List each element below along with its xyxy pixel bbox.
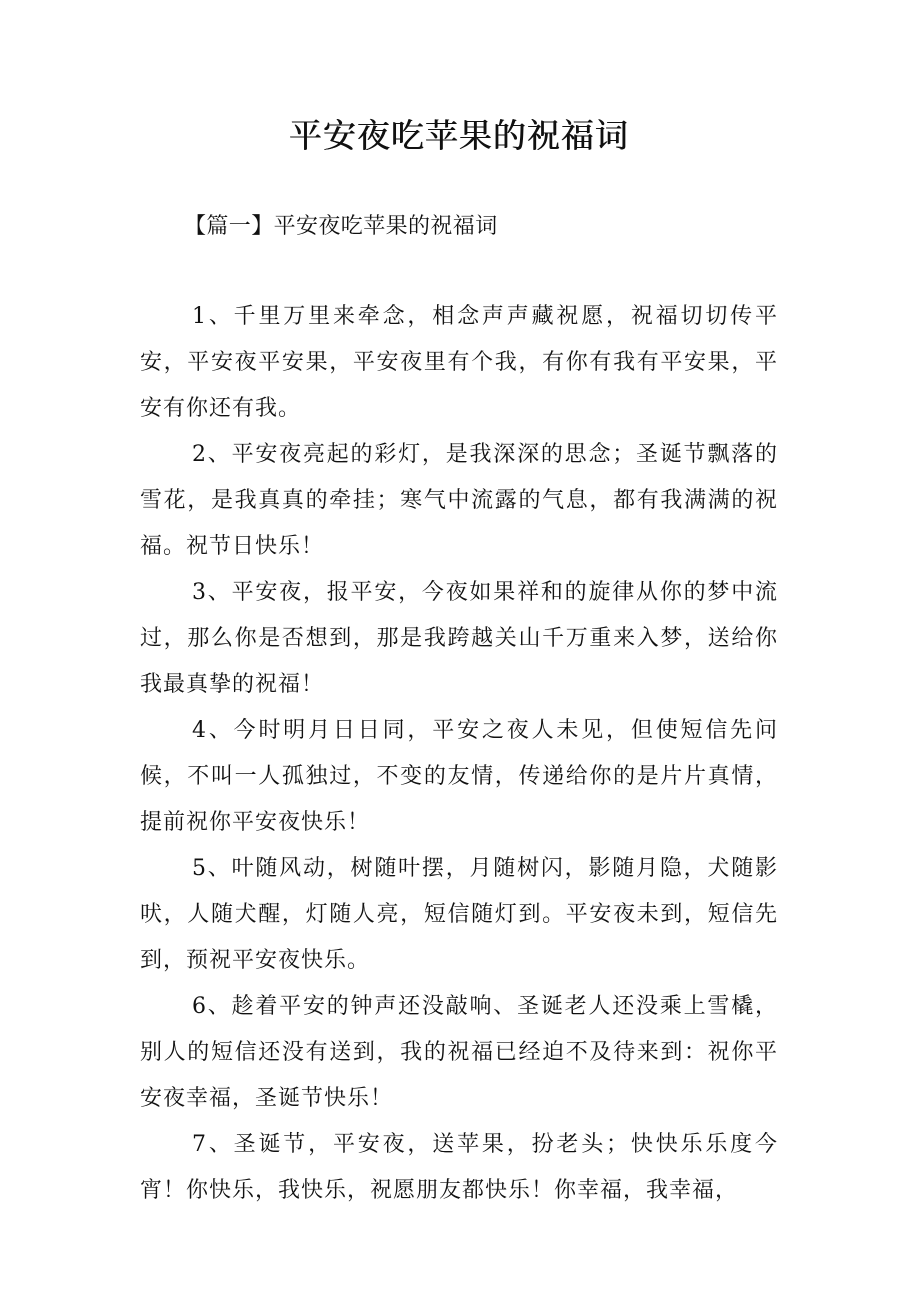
paragraph-2: 2、平安夜亮起的彩灯，是我深深的思念；圣诞节飘落的雪花，是我真真的牵挂；寒气中流露的气息，都有我满满的祝福。祝节日快乐！ [140,442,778,559]
paragraph-3: 3、平安夜，报平安，今夜如果祥和的旋律从你的梦中流过，那么你是否想到，那是我跨越关山千万重来入梦，送给你我最真挚的祝福！ [140,580,778,697]
paragraph-5: 5、叶随风动，树随叶摆，月随树闪，影随月隐，犬随影吠，人随犬醒，灯随人亮，短信随灯到。平安夜未到，短信先到，预祝平安夜快乐。 [140,856,778,973]
section-heading: 【篇一】平安夜吃苹果的祝福词 [184,214,498,239]
paragraph-7: 7、圣诞节，平安夜，送苹果，扮老头；快快乐乐度今宵！你快乐，我快乐，祝愿朋友都快乐！你幸福，我幸福， [140,1132,778,1203]
paragraph-list [140,294,778,1214]
paragraph-4: 4、今时明月日日同，平安之夜人未见，但使短信先问候，不叫一人孤独过，不变的友情，传递给你的是片片真情，提前祝你平安夜快乐！ [140,718,778,835]
document-title: 平安夜吃苹果的祝福词 [289,116,629,155]
paragraph-1: 1、千里万里来牵念，相念声声藏祝愿，祝福切切传平安，平安夜平安果，平安夜里有个我，有你有我有平安果，平安有你还有我。 [140,304,778,421]
paragraph-6: 6、趁着平安的钟声还没敲响、圣诞老人还没乘上雪橇，别人的短信还没有送到，我的祝福已经迫不及待来到：祝你平安夜幸福，圣诞节快乐！ [140,994,778,1111]
